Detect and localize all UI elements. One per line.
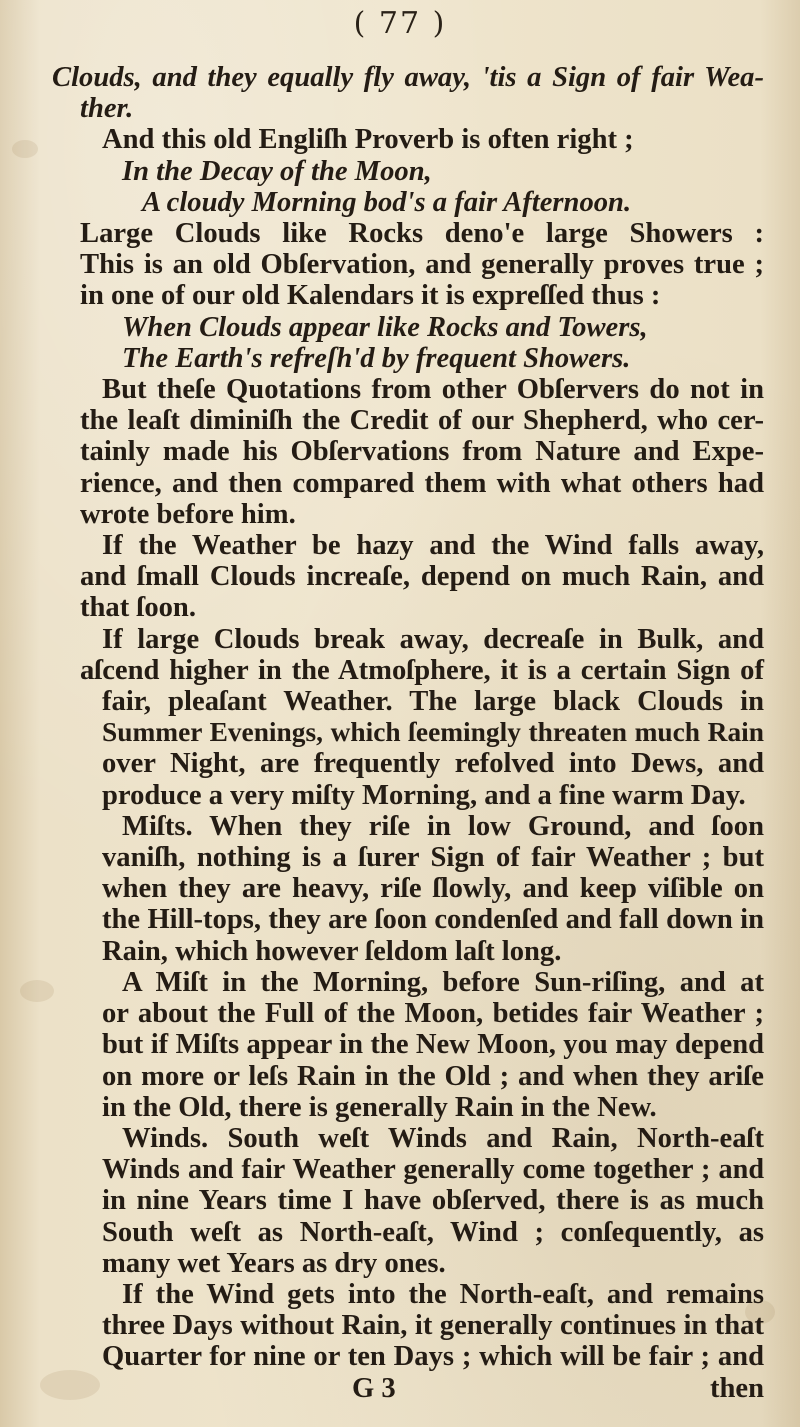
- text-line: ther.: [80, 93, 134, 125]
- text-line: aſcend higher in the Atmoſphere, it is a certain Sign of: [80, 654, 764, 686]
- text-line: produce a very miſty Morning, and a fine warm Day.: [102, 779, 746, 811]
- text-line: Winds. South weſt Winds and Rain, North-eaſt: [122, 1122, 764, 1154]
- text-line: This is an old Obſervation, and generally proves true ;: [80, 249, 764, 281]
- text-line: on more or leſs Rain in the Old ; and when they ariſe: [102, 1060, 764, 1092]
- text-line: many wet Years as dry ones.: [102, 1247, 446, 1279]
- text-line: South weſt as North-eaſt, Wind ; conſequently, as: [102, 1216, 764, 1248]
- text-line: In the Decay of the Moon,: [122, 155, 432, 187]
- text-line: When Clouds appear like Rocks and Towers,: [122, 311, 648, 343]
- text-line: or about the Full of the Moon, betides fair Weather ;: [102, 998, 764, 1030]
- text-line: wrote before him.: [80, 498, 296, 530]
- body-text: [52, 62, 764, 1404]
- text-line: vaniſh, nothing is a ſurer Sign of fair Weather ; but: [102, 842, 764, 874]
- text-line: fair, pleaſant Weather. The large black Clouds in: [102, 686, 764, 718]
- text-line: Rain, which however ſeldom laſt long.: [102, 935, 562, 967]
- paper-stain: [12, 140, 38, 158]
- text-line: Large Clouds like Rocks deno'e large Showers :: [80, 218, 764, 250]
- text-line: in one of our old Kalendars it is expreſſed thus :: [80, 280, 661, 312]
- text-line: Winds and fair Weather generally come together ; and: [102, 1154, 764, 1186]
- text-line: but if Miſts appear in the New Moon, you may depend: [102, 1029, 764, 1061]
- text-line: A cloudy Morning bod's a fair Afternoon.: [142, 186, 632, 218]
- text-line: Quarter for nine or ten Days ; which will be fair ; and: [102, 1341, 764, 1373]
- text-line: Miſts. When they riſe in low Ground, and ſoon: [122, 810, 764, 842]
- text-line: Clouds, and they equally fly away, 'tis a Sign of fair Wea-: [52, 62, 764, 93]
- text-line: rience, and then compared them with what others had: [80, 467, 764, 499]
- text-line: tainly made his Obſervations from Nature and Expe-: [80, 436, 764, 468]
- text-line: Summer Evenings, which ſeemingly threaten much Rain: [102, 717, 764, 748]
- text-line: If large Clouds break away, decreaſe in Bulk, and: [102, 623, 764, 655]
- text-line: the Hill-tops, they are ſoon condenſed and fall down in: [102, 904, 764, 936]
- text-line: And this old Engliſh Proverb is often right ;: [102, 124, 634, 156]
- paper-stain: [20, 980, 54, 1002]
- text-line: If the Wind gets into the North-eaſt, and remains: [122, 1278, 764, 1310]
- text-line: the leaſt diminiſh the Credit of our Shepherd, who cer-: [80, 405, 764, 437]
- text-line: in the Old, there is generally Rain in the New.: [102, 1091, 657, 1123]
- text-line: in nine Years time I have obſerved, there is as much: [102, 1185, 764, 1217]
- signature-mark: G 3: [352, 1372, 396, 1404]
- text-line: A Miſt in the Morning, before Sun-riſing, and at: [122, 966, 764, 998]
- catchword: then: [709, 1372, 764, 1404]
- page-footer: [52, 1373, 764, 1404]
- text-line: But theſe Quotations from other Obſervers do not in: [102, 374, 764, 406]
- text-line: three Days without Rain, it generally continues in that: [102, 1310, 764, 1342]
- text-line: that ſoon.: [80, 592, 196, 624]
- text-line: when they are heavy, riſe ſlowly, and keep viſible on: [102, 873, 764, 905]
- page-number: ( 77 ): [353, 6, 447, 41]
- text-line: The Earth's refreſh'd by frequent Showers.: [122, 342, 631, 374]
- text-line: and ſmall Clouds increaſe, depend on much Rain, and: [80, 561, 764, 593]
- text-line: over Night, are frequently refolved into Dews, and: [102, 748, 764, 780]
- text-line: If the Weather be hazy and the Wind falls away,: [102, 530, 764, 562]
